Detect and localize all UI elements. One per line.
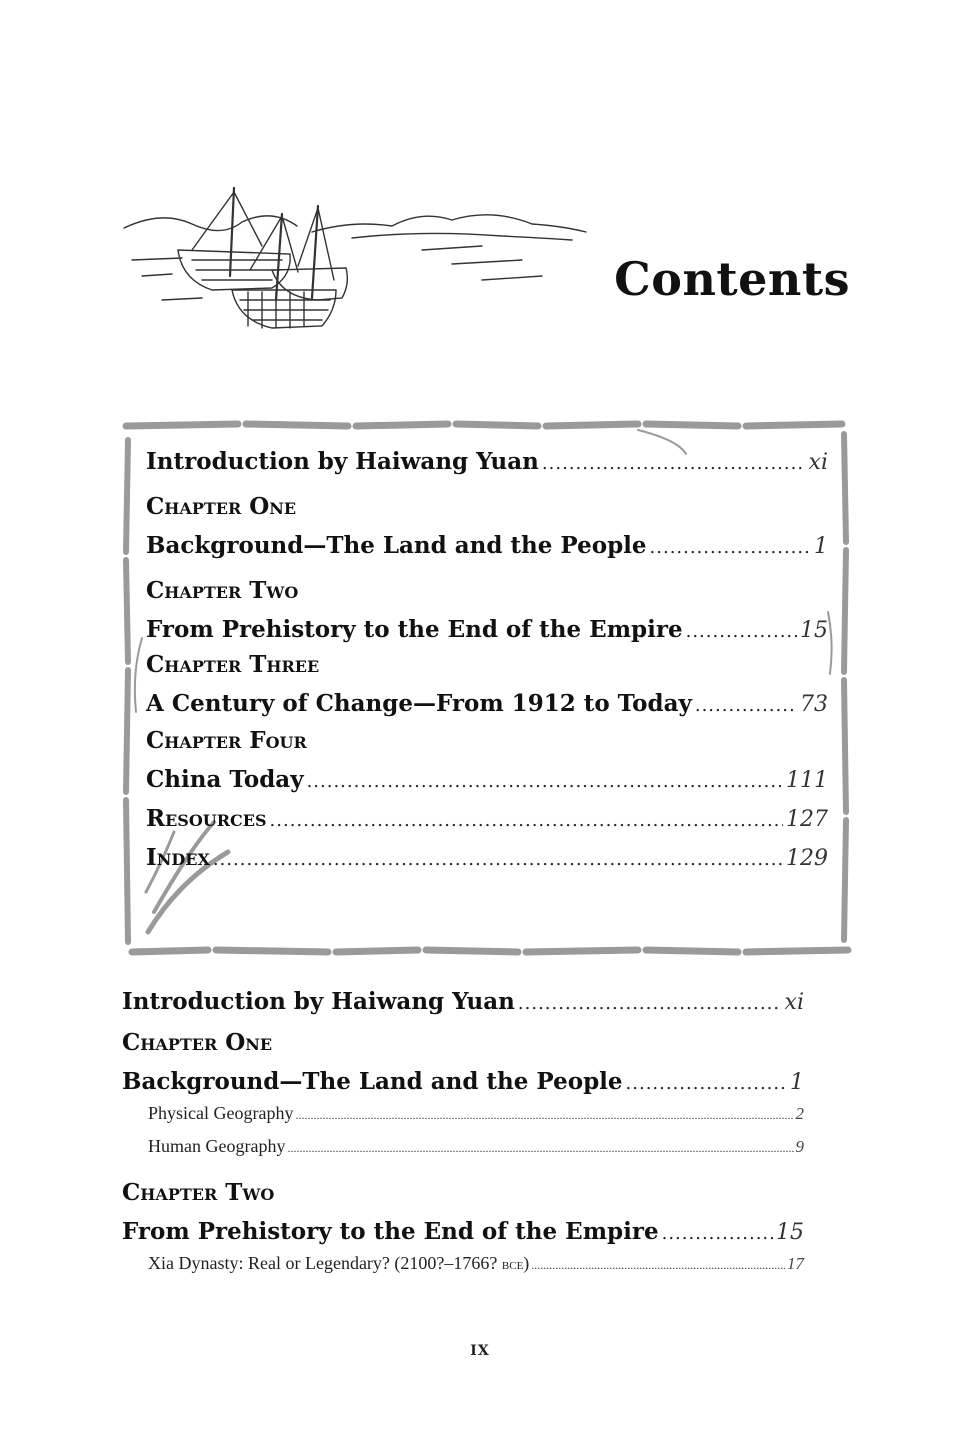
dot-leader xyxy=(307,771,783,792)
toc-entry-chapter-two[interactable] xyxy=(122,1218,804,1245)
entry-title: From Prehistory to the End of the Empire xyxy=(122,1218,659,1245)
entry-page: 127 xyxy=(786,807,828,832)
chapter-label: Chapter Four xyxy=(146,727,307,754)
entry-page: 1 xyxy=(814,534,828,559)
chapter-label: Chapter One xyxy=(122,1029,273,1056)
entry-title: Background—The Land and the People xyxy=(146,532,647,559)
subentry-page: 9 xyxy=(795,1137,804,1156)
entry-page: 129 xyxy=(786,846,828,871)
dot-leader xyxy=(287,1141,793,1156)
dot-leader xyxy=(518,993,782,1014)
entry-title: Introduction by Haiwang Yuan xyxy=(146,448,539,475)
toc-entry-index[interactable] xyxy=(146,844,828,871)
entry-title: Resources xyxy=(146,805,267,832)
toc-entry-chapter-two[interactable] xyxy=(146,616,828,643)
junk-boats-illustration xyxy=(122,180,588,348)
entry-page: xi xyxy=(808,450,828,475)
toc-detailed xyxy=(122,988,804,1274)
entry-page: 15 xyxy=(800,618,828,643)
entry-title: A Century of Change—From 1912 to Today xyxy=(146,690,692,717)
entry-title: From Prehistory to the End of the Empire xyxy=(146,616,683,643)
entry-title: Introduction by Haiwang Yuan xyxy=(122,988,515,1015)
entry-page: 73 xyxy=(800,692,828,717)
toc-entry-introduction[interactable] xyxy=(146,448,828,475)
toc-entry-introduction[interactable] xyxy=(122,988,804,1015)
entry-title: China Today xyxy=(146,766,304,793)
subentry-title-text: Xia Dynasty: Real or Legendary? (2100?–1766? xyxy=(148,1253,502,1273)
subentry-title xyxy=(148,1253,529,1274)
entry-page: xi xyxy=(784,990,804,1015)
subentry-title: Physical Geography xyxy=(148,1103,294,1123)
toc-subentry-physical-geography[interactable] xyxy=(122,1103,804,1124)
dot-leader xyxy=(213,849,783,870)
page-title: Contents xyxy=(614,252,850,306)
chapter-label: Chapter Three xyxy=(146,651,320,678)
chapter-label: Chapter One xyxy=(146,493,297,520)
toc-subentry-human-geography[interactable] xyxy=(122,1136,804,1157)
subentry-title: Human Geography xyxy=(148,1136,286,1156)
dot-leader xyxy=(686,621,797,642)
dot-leader xyxy=(626,1073,787,1094)
chapter-label: Chapter Two xyxy=(146,577,299,604)
toc-entry-chapter-one[interactable] xyxy=(146,532,828,559)
subentry-page: 2 xyxy=(795,1104,804,1123)
entry-title: Index xyxy=(146,844,210,871)
entry-page: 15 xyxy=(776,1220,804,1245)
subentry-page: 17 xyxy=(787,1254,804,1273)
dot-leader xyxy=(650,537,811,558)
toc-subentry-xia-dynasty[interactable] xyxy=(122,1253,804,1274)
toc-entry-chapter-one[interactable] xyxy=(122,1068,804,1095)
dot-leader xyxy=(662,1223,773,1244)
entry-page: 1 xyxy=(790,1070,804,1095)
toc-framed xyxy=(146,448,828,871)
entry-page: 111 xyxy=(786,768,828,793)
dot-leader xyxy=(295,1108,793,1123)
page-number: ix xyxy=(470,1336,490,1360)
subentry-title-close: ) xyxy=(523,1253,530,1273)
toc-entry-chapter-four[interactable] xyxy=(146,766,828,793)
dot-leader xyxy=(542,453,806,474)
chapter-label: Chapter Two xyxy=(122,1179,275,1206)
toc-entry-chapter-three[interactable] xyxy=(146,690,828,717)
dot-leader xyxy=(270,810,783,831)
entry-title: Background—The Land and the People xyxy=(122,1068,623,1095)
dot-leader xyxy=(531,1258,785,1273)
dot-leader xyxy=(695,695,797,716)
era-abbreviation: bce xyxy=(501,1256,524,1273)
toc-entry-resources[interactable] xyxy=(146,805,828,832)
